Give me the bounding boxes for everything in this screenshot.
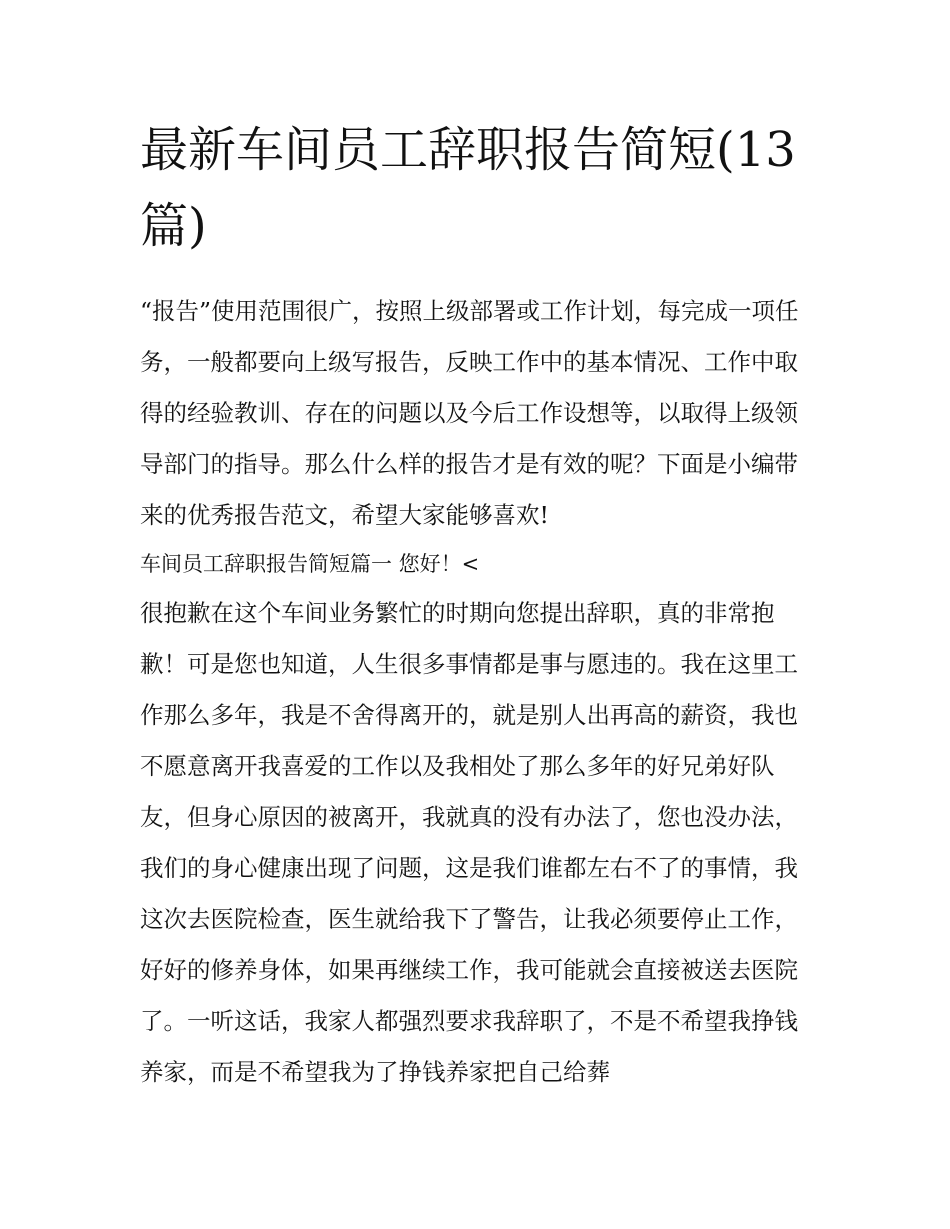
body-paragraph: 很抱歉在这个车间业务繁忙的时期向您提出辞职，真的非常抱歉！可是您也知道，人生很多事情都是事与愿违的。我在这里工作那么多年，我是不舍得离开的，就是别人出再高的薪资，我也不愿意离开我喜爱的工作以及我相处了那么多年的好兄弟好队友，但身心原因的被离开，我就真的没有办法了，您也没办法，我们的身心健康出现了问题，这是我们谁都左右不了的事情，我这次去医院检查，医生就给我下了警告，让我必须要停止工作，好好的修养身体，如果再继续工作，我可能就会直接被送去医院了。一听这话，我家人都强烈要求我辞职了，不是不希望我挣钱养家，而是不希望我为了挣钱养家把自己给葬	[140, 599, 798, 1086]
document-content	[140, 112, 812, 1098]
section-heading: 车间员工辞职报告简短篇一 您好！<	[140, 552, 480, 576]
intro-paragraph: “报告”使用范围很广，按照上级部署或工作计划，每完成一项任务，一般都要向上级写报告，反映工作中的基本情况、工作中取得的经验教训、存在的问题以及今后工作设想等，以取得上级领导部门的指导。那么什么样的报告才是有效的呢？下面是小编带来的优秀报告范文，希望大家能够喜欢!	[140, 297, 799, 529]
document-title: 最新车间员工辞职报告简短(13篇)	[140, 122, 796, 254]
